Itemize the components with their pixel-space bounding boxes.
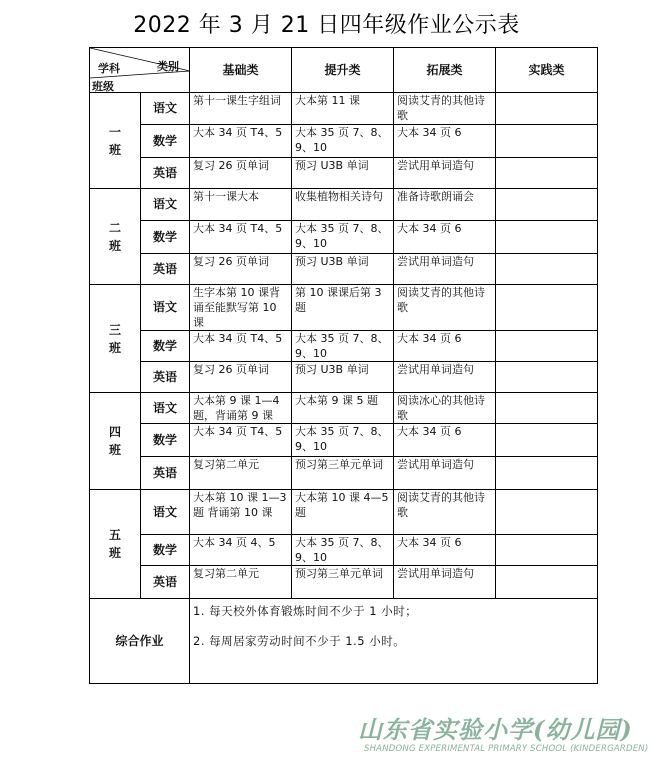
expand-cell: 尝试用单词造句 bbox=[394, 158, 496, 189]
subject-cell: 英语 bbox=[141, 566, 190, 599]
table-row bbox=[90, 566, 598, 599]
subject-cell: 英语 bbox=[141, 457, 190, 490]
table-row bbox=[90, 393, 598, 424]
basic-cell: 大本 34 页 T4、5 bbox=[190, 125, 292, 158]
basic-cell: 生字本第 10 课背诵至能默写第 10 课 bbox=[190, 285, 292, 331]
corner-type-label: 类别 bbox=[157, 60, 179, 73]
comprehensive-content bbox=[190, 599, 598, 684]
basic-cell: 第十一课生字组词 bbox=[190, 93, 292, 125]
table-row bbox=[90, 535, 598, 566]
practice-cell bbox=[496, 331, 598, 362]
expand-cell: 阅读艾青的其他诗歌 bbox=[394, 490, 496, 535]
expand-cell: 阅读艾青的其他诗歌 bbox=[394, 93, 496, 125]
table-row bbox=[90, 221, 598, 254]
practice-cell bbox=[496, 393, 598, 424]
class-name-line1: 三 bbox=[108, 322, 121, 337]
comprehensive-row bbox=[90, 599, 598, 684]
header-expand: 拓展类 bbox=[394, 48, 496, 93]
advance-cell: 预习第三单元单词 bbox=[292, 457, 394, 490]
subject-cell: 英语 bbox=[141, 158, 190, 189]
basic-cell: 复习 26 页单词 bbox=[190, 362, 292, 393]
advance-cell: 第 10 课课后第 3 题 bbox=[292, 285, 394, 331]
expand-cell: 大本 34 页 6 bbox=[394, 125, 496, 158]
practice-cell bbox=[496, 457, 598, 490]
expand-cell: 尝试用单词造句 bbox=[394, 254, 496, 285]
expand-cell: 准备诗歌朗诵会 bbox=[394, 189, 496, 221]
subject-cell: 数学 bbox=[141, 424, 190, 457]
practice-cell bbox=[496, 566, 598, 599]
advance-cell: 大本 35 页 7、8、9、10 bbox=[292, 535, 394, 566]
header-basic: 基础类 bbox=[190, 48, 292, 93]
class-name-line2: 班 bbox=[108, 142, 121, 157]
practice-cell bbox=[496, 285, 598, 331]
advance-cell: 大本 35 页 7、8、9、10 bbox=[292, 221, 394, 254]
class-name-line2: 班 bbox=[108, 443, 121, 457]
page-title: 2022 年 3 月 21 日四年级作业公示表 bbox=[133, 13, 520, 38]
advance-cell: 大本第 11 课 bbox=[292, 93, 394, 125]
class-name-line1: 一 bbox=[108, 124, 121, 139]
basic-cell: 大本第 9 课 1—4 题，背诵第 9 课 bbox=[190, 393, 292, 424]
table-row bbox=[90, 125, 598, 158]
table-row bbox=[90, 254, 598, 285]
table-row bbox=[90, 490, 598, 535]
practice-cell bbox=[496, 535, 598, 566]
practice-cell bbox=[496, 158, 598, 189]
expand-cell: 大本 34 页 6 bbox=[394, 331, 496, 362]
table-row bbox=[90, 331, 598, 362]
subject-cell: 语文 bbox=[141, 490, 190, 535]
logo-english-text: SHANDONG EXPERIMENTAL PRIMARY SCHOOL (KINDERGARDEN) bbox=[364, 744, 649, 754]
class-name-line2: 班 bbox=[108, 340, 121, 355]
table-row bbox=[90, 158, 598, 189]
basic-cell: 大本 34 页 T4、5 bbox=[190, 221, 292, 254]
corner-subject-label: 学科 bbox=[98, 62, 120, 75]
advance-cell: 预习第三单元单词 bbox=[292, 566, 394, 599]
practice-cell bbox=[496, 424, 598, 457]
header-advance: 提升类 bbox=[292, 48, 394, 93]
advance-cell: 大本 35 页 7、8、9、10 bbox=[292, 331, 394, 362]
comprehensive-label: 综合作业 bbox=[90, 599, 190, 684]
advance-cell: 大本第 9 课 5 题 bbox=[292, 393, 394, 424]
class-name-cell bbox=[90, 93, 141, 189]
class-name-cell bbox=[90, 490, 141, 599]
basic-cell: 复习 26 页单词 bbox=[190, 254, 292, 285]
class-name-line2: 班 bbox=[108, 238, 121, 253]
basic-cell: 大本 34 页 T4、5 bbox=[190, 331, 292, 362]
school-logo bbox=[358, 710, 649, 760]
advance-cell: 预习 U3B 单词 bbox=[292, 362, 394, 393]
advance-cell: 大本第 10 课 4—5 题 bbox=[292, 490, 394, 535]
subject-cell: 数学 bbox=[141, 221, 190, 254]
basic-cell: 大本第 10 课 1—3 题 背诵第 10 课 bbox=[190, 490, 292, 535]
table-row bbox=[90, 189, 598, 221]
class-name-cell bbox=[90, 393, 141, 490]
class-name-line2: 班 bbox=[108, 546, 121, 560]
subject-cell: 数学 bbox=[141, 125, 190, 158]
basic-cell: 大本 34 页 4、5 bbox=[190, 535, 292, 566]
advance-cell: 大本 35 页 7、8、9、10 bbox=[292, 424, 394, 457]
class-name-line1: 四 bbox=[108, 425, 121, 439]
expand-cell: 尝试用单词造句 bbox=[394, 566, 496, 599]
table-row bbox=[90, 457, 598, 490]
table-row bbox=[90, 285, 598, 331]
expand-cell: 尝试用单词造句 bbox=[394, 362, 496, 393]
basic-cell: 复习第二单元 bbox=[190, 566, 292, 599]
spacer bbox=[193, 620, 594, 633]
practice-cell bbox=[496, 93, 598, 125]
header-practice: 实践类 bbox=[496, 48, 598, 93]
subject-cell: 语文 bbox=[141, 189, 190, 221]
subject-cell: 英语 bbox=[141, 254, 190, 285]
table-row bbox=[90, 362, 598, 393]
subject-cell: 英语 bbox=[141, 362, 190, 393]
expand-cell: 阅读艾青的其他诗歌 bbox=[394, 285, 496, 331]
corner-class-label: 班级 bbox=[92, 80, 114, 93]
subject-cell: 语文 bbox=[141, 285, 190, 331]
comprehensive-line-1: 1. 每天校外体育锻炼时间不少于 1 小时； bbox=[193, 604, 418, 618]
advance-cell: 预习 U3B 单词 bbox=[292, 158, 394, 189]
practice-cell bbox=[496, 362, 598, 393]
class-name-cell bbox=[90, 285, 141, 393]
header-row bbox=[90, 48, 598, 93]
advance-cell: 收集植物相关诗句 bbox=[292, 189, 394, 221]
table-row bbox=[90, 93, 598, 125]
expand-cell: 阅读冰心的其他诗歌 bbox=[394, 393, 496, 424]
practice-cell bbox=[496, 490, 598, 535]
practice-cell bbox=[496, 254, 598, 285]
class-name-line1: 二 bbox=[108, 220, 121, 235]
advance-cell: 大本 35 页 7、8、9、10 bbox=[292, 125, 394, 158]
expand-cell: 大本 34 页 6 bbox=[394, 535, 496, 566]
expand-cell: 尝试用单词造句 bbox=[394, 457, 496, 490]
homework-table bbox=[89, 47, 598, 684]
advance-cell: 预习 U3B 单词 bbox=[292, 254, 394, 285]
expand-cell: 大本 34 页 6 bbox=[394, 424, 496, 457]
subject-cell: 语文 bbox=[141, 93, 190, 125]
class-name-cell bbox=[90, 189, 141, 285]
class-name-line1: 五 bbox=[108, 528, 121, 542]
comprehensive-line-2: 2. 每周居家劳动时间不少于 1.5 小时。 bbox=[193, 634, 406, 648]
basic-cell: 第十一课大本 bbox=[190, 189, 292, 221]
practice-cell bbox=[496, 189, 598, 221]
subject-cell: 数学 bbox=[141, 331, 190, 362]
logo-chinese-text: 山东省实验小学(幼儿园) bbox=[358, 715, 633, 744]
subject-cell: 语文 bbox=[141, 393, 190, 424]
basic-cell: 大本 34 页 T4、5 bbox=[190, 424, 292, 457]
basic-cell: 复习第二单元 bbox=[190, 457, 292, 490]
header-corner-cell bbox=[90, 48, 190, 93]
expand-cell: 大本 34 页 6 bbox=[394, 221, 496, 254]
practice-cell bbox=[496, 125, 598, 158]
table-row bbox=[90, 424, 598, 457]
basic-cell: 复习 26 页单词 bbox=[190, 158, 292, 189]
subject-cell: 数学 bbox=[141, 535, 190, 566]
practice-cell bbox=[496, 221, 598, 254]
